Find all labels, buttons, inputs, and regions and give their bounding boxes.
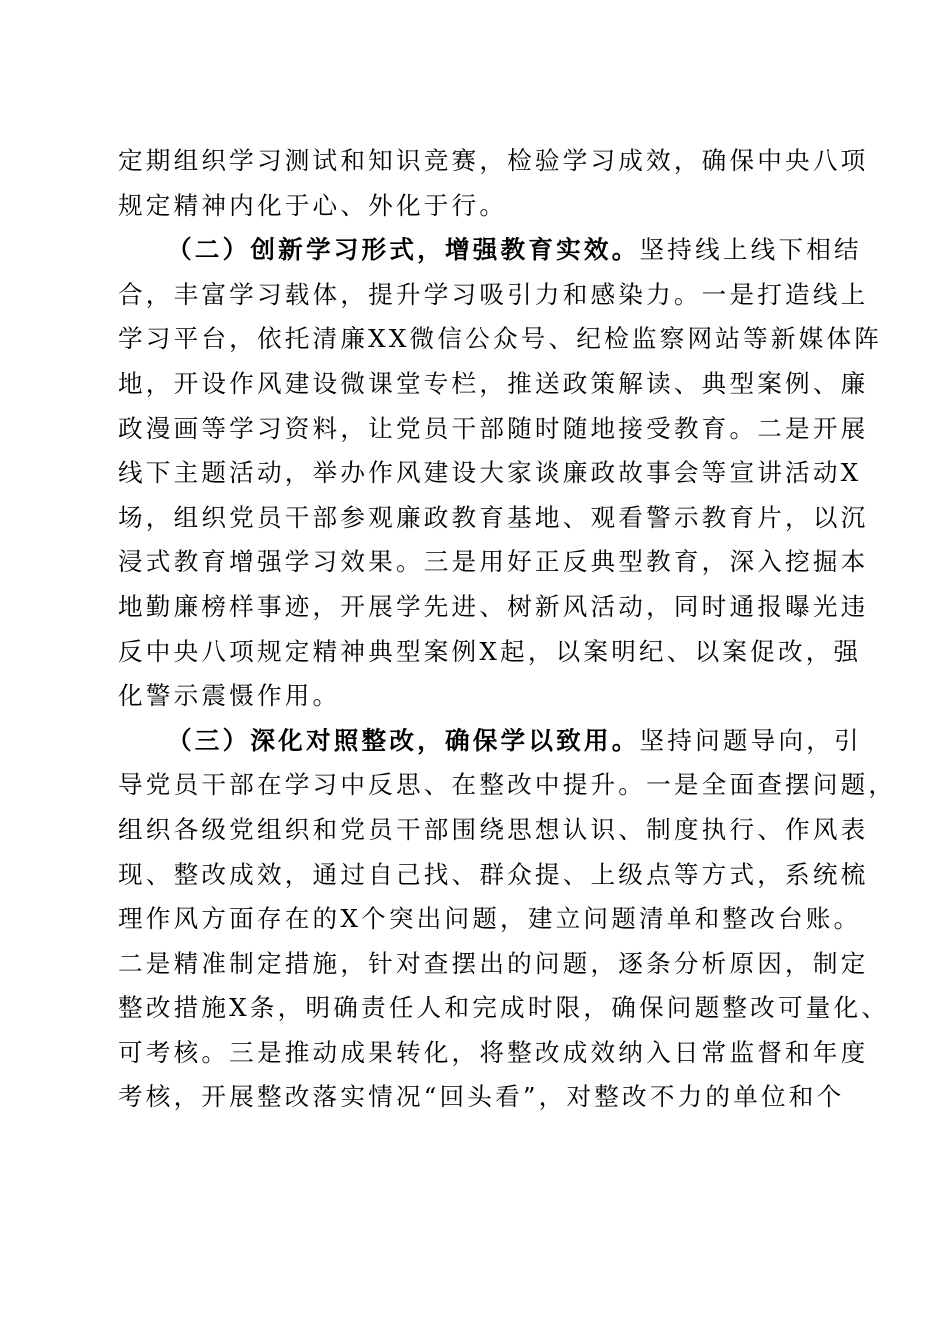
heading-continuation: 坚持问题导向，引 [639, 725, 862, 755]
text-line: 化警示震慑作用。 [118, 681, 341, 711]
heading-continuation: 坚持线上线下相结 [639, 235, 862, 265]
section-heading: （三）深化对照整改，确保学以致用。 [167, 725, 640, 755]
text-line: 考核，开展整改落实情况“回头看”，对整改不力的单位和个 [118, 1082, 845, 1112]
text-line: 现、整改成效，通过自己找、群众提、上级点等方式，系统梳 [118, 859, 869, 889]
text-line: 定期组织学习测试和知识竞赛，检验学习成效，确保中央八项 [118, 146, 869, 175]
text-line: 二是精准制定措施，针对查摆出的问题，逐条分析原因，制定 [118, 948, 869, 978]
text-line: 理作风方面存在的X个突出问题，建立问题清单和整改台账。 [118, 904, 862, 934]
document-body [118, 139, 897, 1120]
text-line: 地勤廉榜样事迹，开展学先进、树新风活动，同时通报曝光违 [118, 591, 869, 621]
text-line: 学习平台，依托清廉XX微信公众号、纪检监察网站等新媒体阵 [118, 324, 883, 354]
paragraph-first-line [118, 228, 862, 273]
text-line: 地，开设作风建设微课堂专栏，推送政策解读、典型案例、廉 [118, 368, 869, 398]
text-line: 场，组织党员干部参观廉政教育基地、观看警示教育片，以沉 [118, 502, 869, 532]
text-line: 规定精神内化于心、外化于行。 [118, 190, 508, 220]
text-line: 导党员干部在学习中反思、在整改中提升。一是全面查摆问题， [118, 770, 897, 800]
text-line: 线下主题活动，举办作风建设大家谈廉政故事会等宣讲活动X [118, 458, 862, 488]
paragraph-first-line [118, 719, 862, 764]
section-heading: （二）创新学习形式，增强教育实效。 [167, 235, 640, 265]
text-line: 反中央八项规定精神典型案例X起，以案明纪、以案促改，强 [118, 636, 862, 666]
text-line: 合，丰富学习载体，提升学习吸引力和感染力。一是打造线上 [118, 279, 869, 309]
text-line: 可考核。三是推动成果转化，将整改成效纳入日常监督和年度 [118, 1037, 869, 1067]
text-line: 政漫画等学习资料，让党员干部随时随地接受教育。二是开展 [118, 413, 869, 443]
text-line: 整改措施X条，明确责任人和完成时限，确保问题整改可量化、 [118, 993, 890, 1023]
text-line: 组织各级党组织和党员干部围绕思想认识、制度执行、作风表 [118, 814, 869, 844]
text-line: 浸式教育增强学习效果。三是用好正反典型教育，深入挖掘本 [118, 547, 869, 577]
